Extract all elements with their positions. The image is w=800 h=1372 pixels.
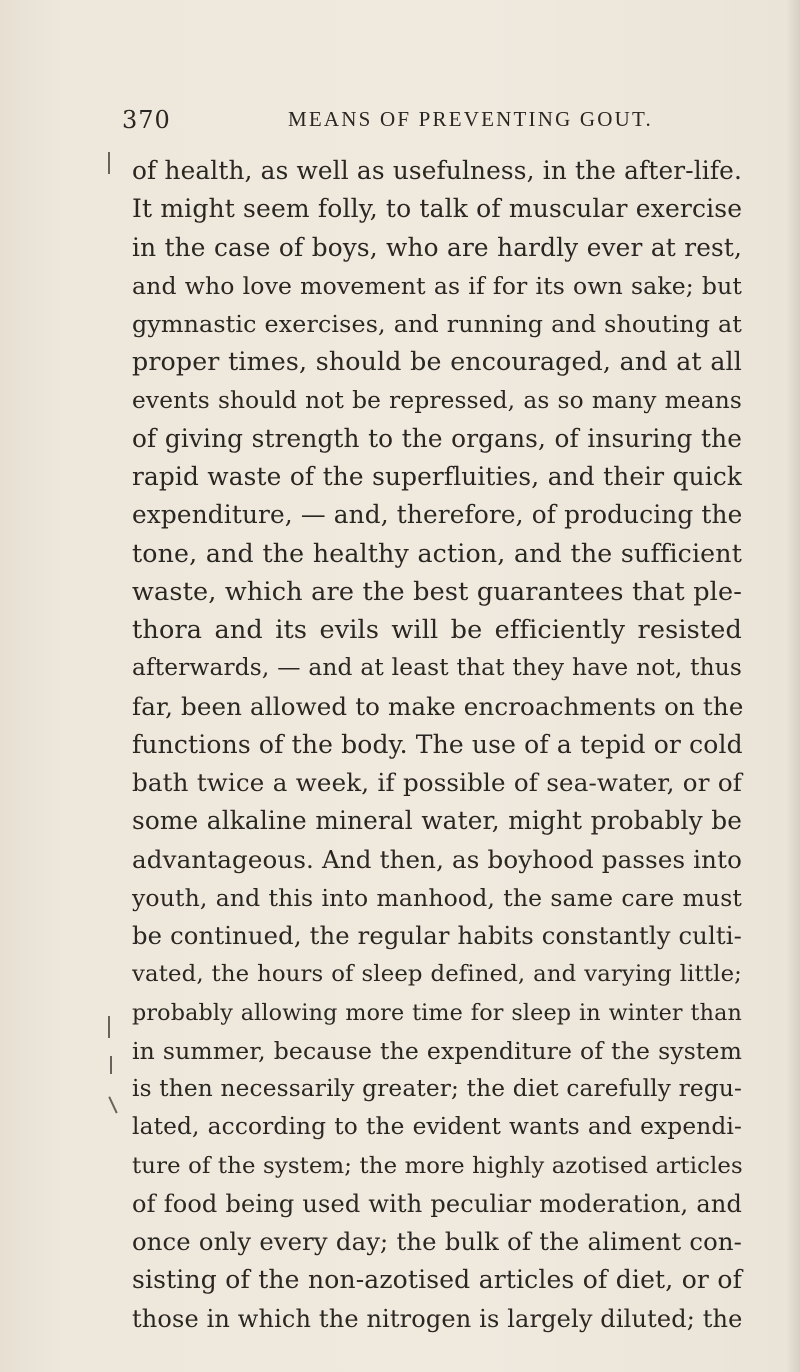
margin-mark (110, 1056, 112, 1074)
text-line: is then necessarily greater; the diet carefully regu- (132, 1075, 742, 1102)
text-line: and who love movement as if for its own sake; but (132, 271, 742, 300)
text-line: of health, as well as usefulness, in the after-life. (132, 156, 742, 185)
text-line: ture of the system; the more highly azotised articles (132, 1152, 743, 1179)
text-line: youth, and this into manhood, the same care must (132, 883, 742, 912)
page-number: 370 (122, 106, 171, 134)
text-line: probably allowing more time for sleep in winter than (132, 999, 742, 1026)
text-line: functions of the body. The use of a tepid or cold (132, 729, 743, 759)
text-line: bath twice a week, if possible of sea-water, or of (132, 768, 742, 797)
text-line: waste, which are the best guarantees that ple- (132, 576, 742, 607)
text-line: of giving strength to the organs, of insuring the (132, 423, 742, 453)
margin-mark (108, 1097, 117, 1114)
margin-mark (108, 152, 110, 174)
body-text (132, 152, 742, 1338)
margin-mark (108, 1016, 110, 1038)
text-line: once only every day; the bulk of the aliment con- (132, 1227, 742, 1256)
text-line: tone, and the healthy action, and the sufficient (132, 538, 742, 568)
text-line: thora and its evils will be efficiently resisted (132, 615, 742, 645)
text-line: proper times, should be encouraged, and at all (132, 347, 742, 377)
text-line: sisting of the non-azotised articles of diet, or of (132, 1265, 742, 1295)
text-line: far, been allowed to make encroachments on the (132, 691, 744, 721)
text-line: in summer, because the expenditure of the system (132, 1036, 742, 1065)
text-line: rapid waste of the superfluities, and their quick (132, 462, 742, 491)
running-head: MEANS OF PREVENTING GOUT. (288, 107, 653, 131)
page-header (122, 106, 742, 138)
text-line: lated, according to the evident wants and expendi- (132, 1113, 742, 1141)
text-line: some alkaline mineral water, might probably be (132, 806, 742, 836)
text-line: in the case of boys, who are hardly ever at rest, (132, 232, 742, 262)
text-line: gymnastic exercises, and running and shouting at (132, 310, 742, 338)
text-line: events should not be repressed, as so many means (132, 386, 742, 414)
page-edge-shadow (786, 0, 800, 1372)
text-line: vated, the hours of sleep defined, and varying little; (132, 961, 742, 988)
text-line: It might seem folly, to talk of muscular exercise (132, 194, 743, 224)
text-line: afterwards, — and at least that they have not, thus (132, 654, 742, 682)
text-line: expenditure, — and, therefore, of producing the (132, 500, 743, 530)
text-line: be continued, the regular habits constantly culti- (132, 921, 742, 950)
text-line: of food being used with peculiar moderation, and (132, 1189, 742, 1218)
text-line: those in which the nitrogen is largely diluted; the (132, 1304, 743, 1333)
text-line: advantageous. And then, as boyhood passes into (132, 844, 742, 874)
